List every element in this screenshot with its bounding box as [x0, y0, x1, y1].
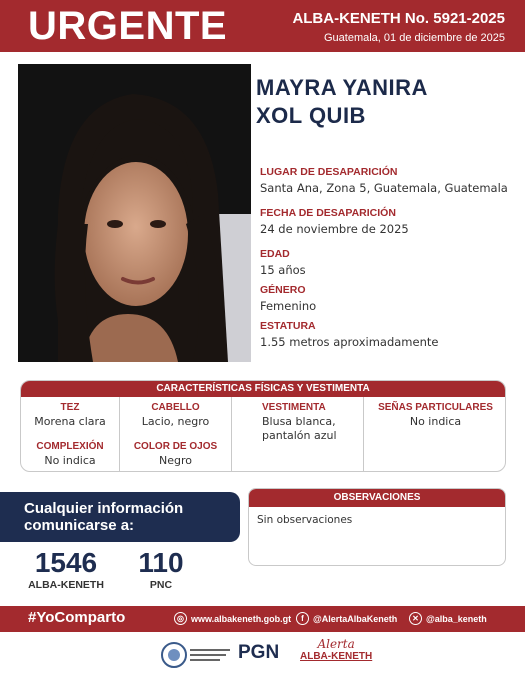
pgn-logo: PGN: [238, 642, 280, 663]
lugar-label: LUGAR DE DESAPARICIÓN: [260, 166, 398, 178]
vestimenta-value-1: Blusa blanca,: [262, 415, 336, 428]
column-tez: [21, 397, 119, 471]
estatura-value: 1.55 metros aproximadamente: [260, 335, 439, 349]
characteristics-title: CARACTERÍSTICAS FÍSICAS Y VESTIMENTA: [21, 381, 505, 397]
observations-panel: [248, 488, 506, 566]
facebook-icon: f: [296, 612, 309, 625]
person-info: [260, 166, 510, 361]
phone-label-2: PNC: [149, 579, 173, 591]
lugar-value: Santa Ana, Zona 5, Guatemala, Guatemala: [260, 181, 508, 195]
observations-text: Sin observaciones: [257, 514, 353, 526]
name-line-1: MAYRA YANIRA: [256, 75, 428, 100]
website-link[interactable]: [174, 612, 291, 625]
person-name: [256, 74, 506, 130]
phone-pnc[interactable]: [132, 548, 190, 591]
twitter-text: @alba_keneth: [426, 613, 487, 624]
vestimenta-label: VESTIMENTA: [262, 402, 326, 413]
fecha-label: FECHA DE DESAPARICIÓN: [260, 207, 396, 219]
phone-alba-keneth[interactable]: [26, 548, 106, 591]
tez-value: Morena clara: [34, 415, 106, 428]
column-cabello: [119, 397, 231, 471]
globe-icon: ◎: [174, 612, 187, 625]
header-banner: [0, 0, 525, 52]
estatura-label: ESTATURA: [260, 320, 316, 332]
alerta-alba-keneth-logo: [300, 638, 372, 663]
fecha-value: 24 de noviembre de 2025: [260, 222, 409, 236]
phone-number-1: 1546: [34, 547, 98, 578]
urgent-title: URGENTE: [28, 4, 228, 48]
column-vestimenta: [231, 397, 363, 471]
phone-number-2: 110: [138, 547, 184, 578]
eye-color-label: COLOR DE OJOS: [133, 441, 218, 452]
tez-label: TEZ: [60, 402, 80, 413]
observations-title: OBSERVACIONES: [249, 489, 505, 507]
genero-label: GÉNERO: [260, 284, 306, 296]
complexion-value: No indica: [44, 454, 96, 467]
issue-date: Guatemala, 01 de diciembre de 2025: [323, 32, 505, 44]
government-seal-logo: [160, 640, 232, 676]
logos-row: [0, 636, 525, 679]
vestimenta-value-2: pantalón azul: [262, 429, 337, 442]
senas-value: No indica: [409, 415, 462, 428]
column-senas: [363, 397, 506, 471]
contact-line-2: comunicarse a:: [24, 517, 135, 534]
case-number: ALBA-KENETH No. 5921-2025: [292, 10, 505, 27]
footer-bar: [0, 606, 525, 632]
characteristics-panel: [20, 380, 506, 472]
twitter-link[interactable]: [409, 612, 487, 625]
phone-label-1: ALBA-KENETH: [28, 579, 104, 591]
missing-person-photo: [18, 64, 251, 362]
facebook-link[interactable]: [296, 612, 397, 625]
cabello-value: Lacio, negro: [141, 415, 210, 428]
complexion-label: COMPLEXIÓN: [36, 441, 104, 452]
alba-keneth-text: ALBA-KENETH: [300, 651, 373, 662]
genero-value: Femenino: [260, 299, 317, 313]
senas-label: SEÑAS PARTICULARES: [378, 402, 493, 413]
alerta-text: Alerta: [317, 637, 355, 651]
edad-label: EDAD: [260, 248, 290, 260]
eye-color-value: Negro: [159, 454, 192, 467]
facebook-text: @AlertaAlbaKeneth: [313, 613, 398, 624]
hashtag: #YoComparto: [28, 609, 126, 626]
contact-banner: [0, 492, 240, 542]
x-icon: ✕: [409, 612, 422, 625]
cabello-label: CABELLO: [151, 402, 200, 413]
website-text: www.albakeneth.gob.gt: [191, 613, 292, 624]
name-line-2: XOL QUIB: [256, 103, 366, 128]
contact-line-1: Cualquier información: [24, 500, 184, 517]
edad-value: 15 años: [260, 263, 306, 277]
